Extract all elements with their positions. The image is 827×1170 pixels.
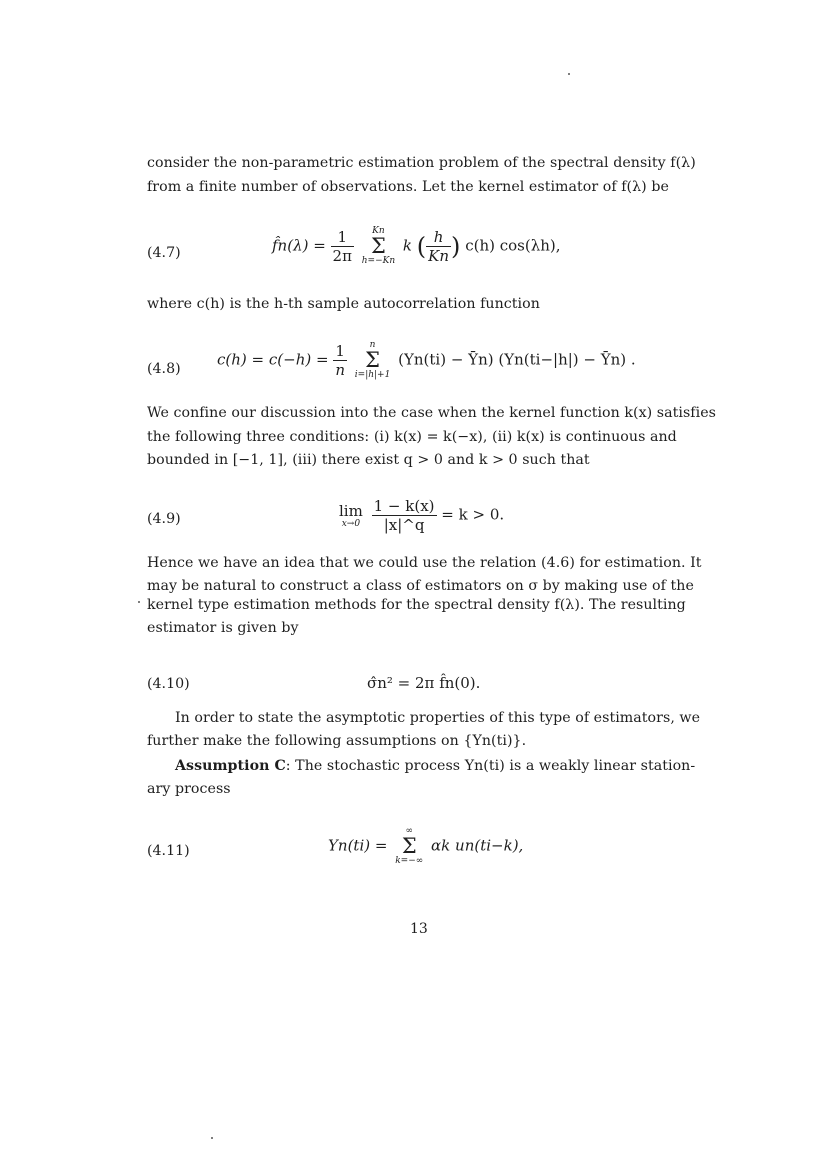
scan-speck — [211, 1137, 213, 1139]
paragraph-line: the following three conditions: (i) k(x) = k(−x), (ii) k(x) is continuous and — [147, 429, 677, 445]
assumption-label: Assumption C — [175, 758, 286, 774]
equation-rhs: c(h) cos(λh), — [465, 236, 561, 255]
scan-speck — [568, 73, 570, 75]
assumption-line: Assumption C: The stochastic process Yn(ti) is a weakly linear station- — [175, 758, 696, 774]
equation-4-9 — [339, 497, 504, 534]
paragraph-line: In order to state the asymptotic properties of this type of estimators, we — [175, 710, 701, 726]
equation-number: (4.8) — [147, 361, 181, 377]
equation-lhs: Yn(ti) = — [328, 836, 388, 855]
equation-number: (4.7) — [147, 245, 181, 261]
equation-lhs: f̂n(λ) = — [272, 236, 326, 255]
scan-speck — [138, 601, 140, 603]
paragraph-line: kernel type estimation methods for the spectral density f(λ). The resulting — [147, 597, 686, 613]
paragraph-line: further make the following assumptions on {Yn(ti)}. — [147, 733, 527, 749]
summation: n Σ i=|h|+1 — [354, 340, 391, 380]
fraction: $\frac{h}{Kn}$ — [428, 228, 450, 265]
fraction: $\frac{1}{2\pi}$ — [332, 228, 352, 265]
paragraph-line: ary process — [147, 781, 231, 797]
equation-number: (4.11) — [147, 843, 190, 859]
paragraph-line: Hence we have an idea that we could use the relation (4.6) for estimation. It — [147, 555, 702, 571]
page-number: 13 — [410, 921, 428, 937]
paragraph-line: where c(h) is the h-th sample autocorrelation function — [147, 296, 540, 312]
paragraph-line: consider the non-parametric estimation problem of the spectral density f(λ) — [147, 155, 696, 171]
equation-rhs: = k > 0. — [441, 505, 505, 524]
equation-4-8 — [217, 340, 636, 381]
equation-4-10: σ̂n² = 2π f̂n(0). — [367, 674, 481, 692]
equation-number: (4.10) — [147, 676, 190, 692]
equation-lhs: c(h) = c(−h) = — [217, 350, 329, 369]
paragraph-line: We confine our discussion into the case when the kernel function k(x) satisfies — [147, 405, 716, 421]
paragraph-line: may be natural to construct a class of estimators on σ by making use of the — [147, 578, 694, 594]
fraction: $\frac{1}{n}$ — [335, 342, 345, 379]
limit: lim x→0 — [339, 501, 363, 529]
paragraph-line: from a finite number of observations. Let the kernel estimator of f(λ) be — [147, 179, 669, 195]
equation-4-11 — [328, 826, 523, 867]
equation-rhs: αk un(ti−k), — [431, 836, 524, 855]
kernel-symbol: k — [402, 236, 413, 255]
summation: ∞ Σ k=−∞ — [395, 826, 424, 866]
paragraph-line: bounded in [−1, 1], (iii) there exist q > 0 and k > 0 such that — [147, 452, 590, 468]
equation-number: (4.9) — [147, 511, 181, 527]
equation-rhs: (Yn(ti) − Ȳn) (Yn(ti−|h|) − Ȳn) . — [398, 350, 636, 369]
equation-4-7: f̂n(λ) = $\frac{1}{2\pi}$ Kn Σ h=−Kn k ( $\frac{h}{Kn}$ ) c(h) cos(λh), — [272, 226, 561, 266]
fraction: $\frac{1 - k(x)}{|x|\^{}q}$ — [373, 497, 435, 534]
paragraph-line: estimator is given by — [147, 620, 299, 636]
summation: Kn Σ h=−Kn — [361, 226, 396, 266]
